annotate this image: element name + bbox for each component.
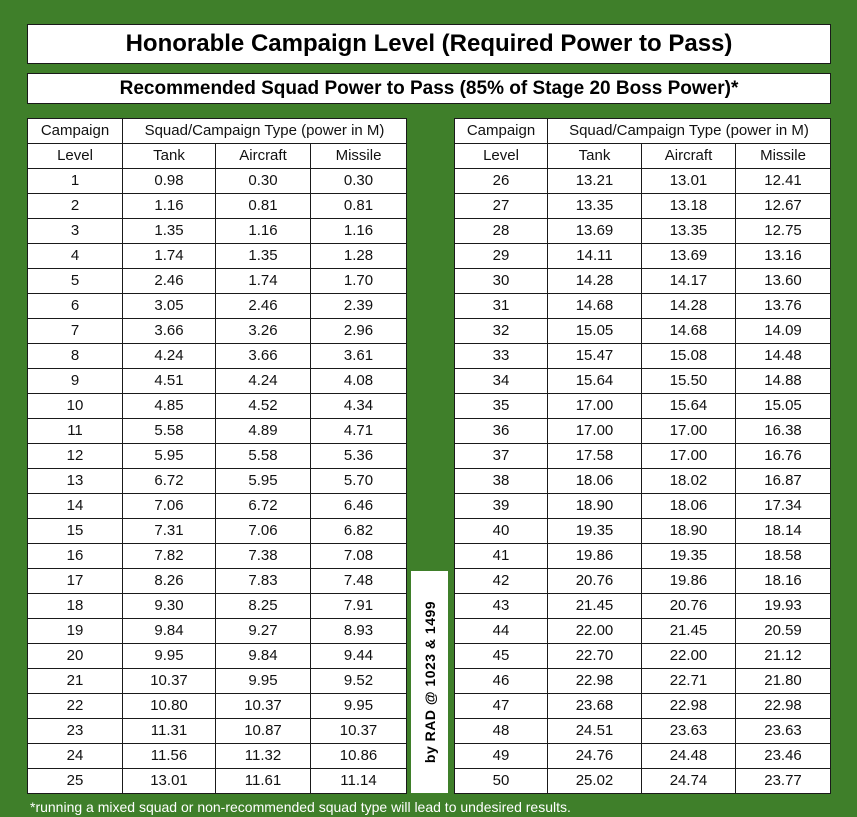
aircraft-cell: 19.86 [642, 569, 736, 594]
tank-cell: 19.35 [548, 519, 642, 544]
aircraft-cell: 18.90 [642, 519, 736, 544]
missile-cell: 10.86 [311, 744, 407, 769]
aircraft-cell: 13.35 [642, 219, 736, 244]
missile-cell: 16.76 [736, 444, 831, 469]
table-row [455, 394, 831, 419]
aircraft-cell: 5.58 [216, 444, 311, 469]
tank-cell: 22.00 [548, 619, 642, 644]
level-cell: 7 [28, 319, 123, 344]
missile-cell: 16.87 [736, 469, 831, 494]
level-cell: 25 [28, 769, 123, 794]
aircraft-cell: 9.95 [216, 669, 311, 694]
table-row [455, 669, 831, 694]
table-row [28, 419, 407, 444]
aircraft-header: Aircraft [216, 144, 311, 169]
table-row [455, 269, 831, 294]
missile-cell: 14.09 [736, 319, 831, 344]
tank-cell: 13.21 [548, 169, 642, 194]
tank-cell: 14.28 [548, 269, 642, 294]
missile-cell: 7.91 [311, 594, 407, 619]
missile-cell: 7.48 [311, 569, 407, 594]
table-row [28, 669, 407, 694]
campaign-header: Campaign [455, 119, 548, 144]
table-row [455, 594, 831, 619]
tank-cell: 5.58 [123, 419, 216, 444]
table-row [455, 744, 831, 769]
missile-cell: 13.60 [736, 269, 831, 294]
level-cell: 5 [28, 269, 123, 294]
aircraft-cell: 9.84 [216, 644, 311, 669]
aircraft-cell: 18.06 [642, 494, 736, 519]
level-cell: 37 [455, 444, 548, 469]
aircraft-cell: 17.00 [642, 444, 736, 469]
table-subheader-row [28, 144, 407, 169]
level-header: Level [28, 144, 123, 169]
missile-cell: 14.88 [736, 369, 831, 394]
tank-cell: 22.98 [548, 669, 642, 694]
aircraft-cell: 7.06 [216, 519, 311, 544]
table-row [28, 619, 407, 644]
aircraft-cell: 7.83 [216, 569, 311, 594]
level-cell: 39 [455, 494, 548, 519]
level-cell: 36 [455, 419, 548, 444]
table-row [455, 619, 831, 644]
aircraft-cell: 17.00 [642, 419, 736, 444]
tank-cell: 22.70 [548, 644, 642, 669]
level-cell: 6 [28, 294, 123, 319]
aircraft-cell: 15.64 [642, 394, 736, 419]
table-row [28, 319, 407, 344]
level-cell: 16 [28, 544, 123, 569]
level-cell: 10 [28, 394, 123, 419]
table-row [455, 244, 831, 269]
power-table-right-body [455, 119, 831, 794]
tank-cell: 10.80 [123, 694, 216, 719]
aircraft-cell: 22.98 [642, 694, 736, 719]
missile-cell: 21.12 [736, 644, 831, 669]
level-cell: 12 [28, 444, 123, 469]
table-row [455, 194, 831, 219]
aircraft-cell: 1.35 [216, 244, 311, 269]
tank-header: Tank [548, 144, 642, 169]
tank-cell: 3.66 [123, 319, 216, 344]
tank-cell: 11.31 [123, 719, 216, 744]
aircraft-cell: 14.17 [642, 269, 736, 294]
level-cell: 41 [455, 544, 548, 569]
tank-cell: 1.16 [123, 194, 216, 219]
table-row [455, 769, 831, 794]
table-row [455, 719, 831, 744]
aircraft-cell: 21.45 [642, 619, 736, 644]
tank-cell: 4.51 [123, 369, 216, 394]
power-table-right [454, 118, 831, 794]
table-row [28, 219, 407, 244]
missile-cell: 12.75 [736, 219, 831, 244]
footnote: *running a mixed squad or non-recommended squad type will lead to undesired results. [30, 799, 571, 815]
aircraft-cell: 22.71 [642, 669, 736, 694]
aircraft-cell: 24.74 [642, 769, 736, 794]
aircraft-cell: 0.30 [216, 169, 311, 194]
missile-cell: 1.16 [311, 219, 407, 244]
tank-cell: 0.98 [123, 169, 216, 194]
missile-cell: 2.39 [311, 294, 407, 319]
tank-cell: 7.06 [123, 494, 216, 519]
table-row [28, 394, 407, 419]
level-cell: 18 [28, 594, 123, 619]
missile-cell: 0.30 [311, 169, 407, 194]
aircraft-cell: 4.89 [216, 419, 311, 444]
page-title: Honorable Campaign Level (Required Power to Pass) [27, 24, 831, 64]
level-cell: 32 [455, 319, 548, 344]
level-cell: 38 [455, 469, 548, 494]
aircraft-cell: 1.74 [216, 269, 311, 294]
tank-cell: 21.45 [548, 594, 642, 619]
missile-cell: 14.48 [736, 344, 831, 369]
level-cell: 46 [455, 669, 548, 694]
aircraft-cell: 14.68 [642, 319, 736, 344]
aircraft-cell: 1.16 [216, 219, 311, 244]
aircraft-cell: 14.28 [642, 294, 736, 319]
table-row [455, 644, 831, 669]
aircraft-cell: 24.48 [642, 744, 736, 769]
missile-cell: 18.14 [736, 519, 831, 544]
credit-text: by RAD @ 1023 & 1499 [421, 600, 438, 764]
tank-cell: 15.05 [548, 319, 642, 344]
aircraft-cell: 2.46 [216, 294, 311, 319]
aircraft-cell: 13.69 [642, 244, 736, 269]
missile-cell: 11.14 [311, 769, 407, 794]
aircraft-cell: 10.37 [216, 694, 311, 719]
table-row [455, 444, 831, 469]
level-cell: 21 [28, 669, 123, 694]
tank-cell: 6.72 [123, 469, 216, 494]
aircraft-cell: 13.18 [642, 194, 736, 219]
missile-cell: 3.61 [311, 344, 407, 369]
aircraft-cell: 19.35 [642, 544, 736, 569]
tank-cell: 15.47 [548, 344, 642, 369]
level-cell: 33 [455, 344, 548, 369]
tank-cell: 9.30 [123, 594, 216, 619]
table-row [28, 369, 407, 394]
tank-cell: 24.76 [548, 744, 642, 769]
missile-cell: 20.59 [736, 619, 831, 644]
level-cell: 9 [28, 369, 123, 394]
aircraft-cell: 4.24 [216, 369, 311, 394]
missile-cell: 5.70 [311, 469, 407, 494]
table-subheader-row [455, 144, 831, 169]
level-cell: 17 [28, 569, 123, 594]
tank-cell: 17.00 [548, 394, 642, 419]
table-row [28, 719, 407, 744]
aircraft-cell: 0.81 [216, 194, 311, 219]
missile-cell: 17.34 [736, 494, 831, 519]
level-cell: 11 [28, 419, 123, 444]
tank-cell: 5.95 [123, 444, 216, 469]
level-cell: 19 [28, 619, 123, 644]
level-cell: 40 [455, 519, 548, 544]
table-row [455, 519, 831, 544]
tank-cell: 4.85 [123, 394, 216, 419]
tank-cell: 14.11 [548, 244, 642, 269]
table-row [28, 594, 407, 619]
tank-cell: 7.31 [123, 519, 216, 544]
tank-cell: 17.58 [548, 444, 642, 469]
level-cell: 24 [28, 744, 123, 769]
table-row [28, 444, 407, 469]
aircraft-cell: 8.25 [216, 594, 311, 619]
missile-cell: 18.16 [736, 569, 831, 594]
table-row [28, 469, 407, 494]
table-row [455, 219, 831, 244]
table-row [455, 294, 831, 319]
table-row [455, 169, 831, 194]
aircraft-cell: 10.87 [216, 719, 311, 744]
table-row [455, 419, 831, 444]
level-cell: 49 [455, 744, 548, 769]
level-cell: 13 [28, 469, 123, 494]
type-group-header: Squad/Campaign Type (power in M) [548, 119, 831, 144]
level-cell: 31 [455, 294, 548, 319]
power-table-left-body [28, 119, 407, 794]
table-row [455, 344, 831, 369]
tank-cell: 15.64 [548, 369, 642, 394]
campaign-header: Campaign [28, 119, 123, 144]
tank-cell: 23.68 [548, 694, 642, 719]
table-row [455, 569, 831, 594]
missile-cell: 4.34 [311, 394, 407, 419]
missile-cell: 9.95 [311, 694, 407, 719]
missile-cell: 23.63 [736, 719, 831, 744]
aircraft-cell: 13.01 [642, 169, 736, 194]
tank-cell: 14.68 [548, 294, 642, 319]
level-cell: 15 [28, 519, 123, 544]
table-row [455, 694, 831, 719]
table-row [28, 494, 407, 519]
missile-cell: 23.46 [736, 744, 831, 769]
tank-cell: 1.35 [123, 219, 216, 244]
aircraft-header: Aircraft [642, 144, 736, 169]
level-cell: 23 [28, 719, 123, 744]
missile-cell: 22.98 [736, 694, 831, 719]
missile-cell: 23.77 [736, 769, 831, 794]
missile-cell: 4.71 [311, 419, 407, 444]
tank-cell: 19.86 [548, 544, 642, 569]
missile-header: Missile [311, 144, 407, 169]
level-cell: 28 [455, 219, 548, 244]
tank-cell: 10.37 [123, 669, 216, 694]
aircraft-cell: 3.26 [216, 319, 311, 344]
level-cell: 14 [28, 494, 123, 519]
level-cell: 30 [455, 269, 548, 294]
tank-cell: 3.05 [123, 294, 216, 319]
level-cell: 48 [455, 719, 548, 744]
tank-cell: 4.24 [123, 344, 216, 369]
missile-cell: 10.37 [311, 719, 407, 744]
tank-cell: 9.95 [123, 644, 216, 669]
aircraft-cell: 5.95 [216, 469, 311, 494]
missile-cell: 16.38 [736, 419, 831, 444]
table-header-row [28, 119, 407, 144]
aircraft-cell: 6.72 [216, 494, 311, 519]
missile-cell: 0.81 [311, 194, 407, 219]
table-row [28, 694, 407, 719]
table-row [28, 769, 407, 794]
table-row [28, 169, 407, 194]
level-cell: 22 [28, 694, 123, 719]
level-cell: 43 [455, 594, 548, 619]
tank-cell: 24.51 [548, 719, 642, 744]
level-cell: 26 [455, 169, 548, 194]
level-cell: 50 [455, 769, 548, 794]
aircraft-cell: 23.63 [642, 719, 736, 744]
tank-cell: 13.69 [548, 219, 642, 244]
missile-cell: 5.36 [311, 444, 407, 469]
level-cell: 35 [455, 394, 548, 419]
level-cell: 20 [28, 644, 123, 669]
aircraft-cell: 11.32 [216, 744, 311, 769]
tank-cell: 1.74 [123, 244, 216, 269]
tank-cell: 18.06 [548, 469, 642, 494]
level-header: Level [455, 144, 548, 169]
missile-cell: 12.67 [736, 194, 831, 219]
table-row [455, 494, 831, 519]
tank-cell: 18.90 [548, 494, 642, 519]
table-row [28, 294, 407, 319]
table-row [455, 369, 831, 394]
table-row [28, 269, 407, 294]
level-cell: 2 [28, 194, 123, 219]
level-cell: 3 [28, 219, 123, 244]
missile-header: Missile [736, 144, 831, 169]
table-row [28, 244, 407, 269]
table-row [28, 744, 407, 769]
tank-cell: 13.35 [548, 194, 642, 219]
level-cell: 47 [455, 694, 548, 719]
tank-cell: 11.56 [123, 744, 216, 769]
missile-cell: 1.70 [311, 269, 407, 294]
aircraft-cell: 18.02 [642, 469, 736, 494]
aircraft-cell: 15.50 [642, 369, 736, 394]
tank-cell: 2.46 [123, 269, 216, 294]
power-table-left [27, 118, 407, 794]
aircraft-cell: 9.27 [216, 619, 311, 644]
missile-cell: 9.44 [311, 644, 407, 669]
missile-cell: 15.05 [736, 394, 831, 419]
credit-label [411, 571, 448, 793]
level-cell: 45 [455, 644, 548, 669]
missile-cell: 12.41 [736, 169, 831, 194]
aircraft-cell: 15.08 [642, 344, 736, 369]
missile-cell: 13.16 [736, 244, 831, 269]
type-group-header: Squad/Campaign Type (power in M) [123, 119, 407, 144]
level-cell: 27 [455, 194, 548, 219]
table-row [455, 319, 831, 344]
aircraft-cell: 3.66 [216, 344, 311, 369]
level-cell: 8 [28, 344, 123, 369]
table-row [28, 344, 407, 369]
tank-cell: 17.00 [548, 419, 642, 444]
tank-cell: 13.01 [123, 769, 216, 794]
table-header-row [455, 119, 831, 144]
tank-cell: 9.84 [123, 619, 216, 644]
table-row [28, 644, 407, 669]
table-row [28, 519, 407, 544]
tank-cell: 7.82 [123, 544, 216, 569]
level-cell: 4 [28, 244, 123, 269]
aircraft-cell: 20.76 [642, 594, 736, 619]
missile-cell: 8.93 [311, 619, 407, 644]
tank-cell: 8.26 [123, 569, 216, 594]
level-cell: 34 [455, 369, 548, 394]
table-row [28, 569, 407, 594]
missile-cell: 6.46 [311, 494, 407, 519]
missile-cell: 2.96 [311, 319, 407, 344]
table-row [455, 544, 831, 569]
missile-cell: 9.52 [311, 669, 407, 694]
table-row [28, 544, 407, 569]
level-cell: 42 [455, 569, 548, 594]
missile-cell: 7.08 [311, 544, 407, 569]
missile-cell: 13.76 [736, 294, 831, 319]
table-row [455, 469, 831, 494]
aircraft-cell: 11.61 [216, 769, 311, 794]
missile-cell: 21.80 [736, 669, 831, 694]
aircraft-cell: 7.38 [216, 544, 311, 569]
level-cell: 44 [455, 619, 548, 644]
level-cell: 1 [28, 169, 123, 194]
missile-cell: 1.28 [311, 244, 407, 269]
aircraft-cell: 22.00 [642, 644, 736, 669]
missile-cell: 18.58 [736, 544, 831, 569]
missile-cell: 19.93 [736, 594, 831, 619]
tank-cell: 20.76 [548, 569, 642, 594]
aircraft-cell: 4.52 [216, 394, 311, 419]
tank-cell: 25.02 [548, 769, 642, 794]
missile-cell: 6.82 [311, 519, 407, 544]
table-row [28, 194, 407, 219]
missile-cell: 4.08 [311, 369, 407, 394]
page-subtitle: Recommended Squad Power to Pass (85% of Stage 20 Boss Power)* [27, 73, 831, 104]
level-cell: 29 [455, 244, 548, 269]
tank-header: Tank [123, 144, 216, 169]
